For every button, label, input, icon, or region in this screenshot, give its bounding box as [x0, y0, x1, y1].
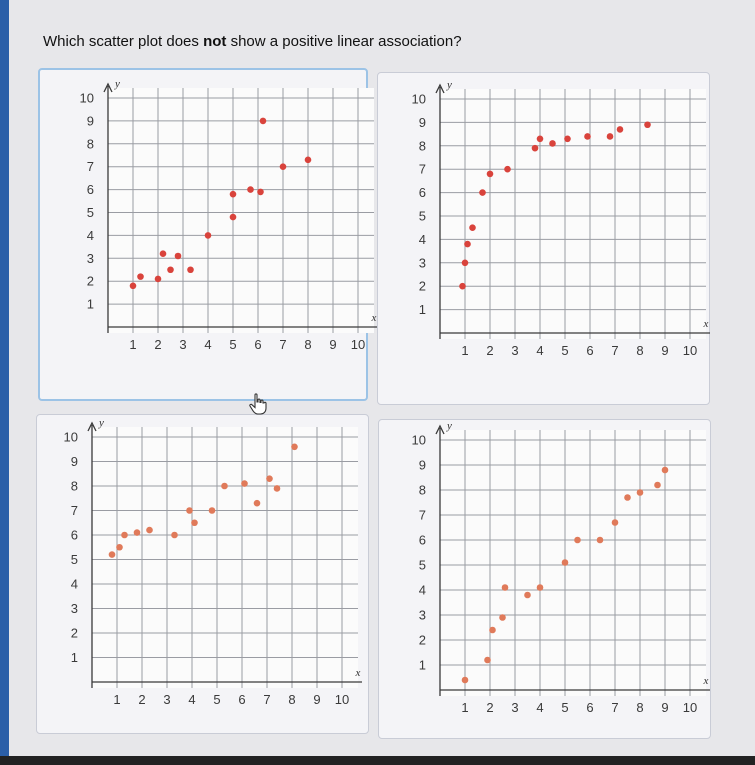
y-tick-label: 2 — [418, 632, 426, 648]
scatter-plot-3 — [37, 415, 370, 735]
data-point — [257, 189, 264, 196]
y-tick-label: 8 — [86, 136, 94, 152]
y-axis-label: y — [447, 79, 452, 91]
x-tick-label: 5 — [229, 337, 237, 352]
data-point — [644, 121, 651, 128]
x-tick-label: 2 — [486, 343, 494, 358]
x-tick-label: 5 — [561, 700, 569, 715]
data-point — [637, 489, 644, 496]
data-point — [654, 482, 661, 489]
data-point — [116, 544, 123, 551]
x-tick-label: 8 — [636, 343, 644, 358]
x-tick-label: 8 — [304, 337, 312, 352]
data-point — [230, 191, 237, 198]
data-point — [205, 232, 212, 239]
y-tick-label: 2 — [70, 625, 78, 641]
y-axis-label: y — [447, 420, 452, 432]
screen-bottom-bar — [0, 756, 755, 765]
data-point — [230, 214, 237, 221]
y-tick-label: 9 — [70, 454, 78, 469]
data-point — [462, 677, 469, 684]
x-tick-label: 6 — [586, 343, 594, 358]
data-point — [274, 485, 281, 492]
x-tick-label: 7 — [611, 700, 619, 715]
data-point — [134, 529, 141, 536]
x-tick-label: 1 — [129, 337, 137, 352]
data-point — [155, 276, 162, 283]
x-tick-label: 4 — [536, 700, 544, 715]
y-tick-label: 3 — [418, 607, 426, 623]
x-tick-label: 10 — [334, 692, 350, 707]
y-tick-label: 5 — [418, 557, 426, 573]
scatter-plot-1 — [40, 70, 377, 403]
data-point — [171, 532, 178, 539]
y-tick-label: 10 — [79, 90, 94, 106]
data-point — [254, 500, 261, 507]
data-point — [489, 627, 496, 634]
data-point — [160, 250, 167, 257]
y-tick-label: 7 — [86, 159, 94, 175]
y-tick-label: 5 — [86, 205, 94, 220]
y-tick-label: 6 — [418, 532, 426, 548]
x-tick-label: 2 — [138, 692, 146, 707]
y-tick-label: 8 — [418, 482, 426, 498]
y-axis-label: y — [99, 417, 104, 429]
data-point — [109, 551, 116, 558]
x-tick-label: 1 — [461, 700, 469, 715]
y-tick-label: 6 — [70, 527, 78, 543]
data-point — [607, 133, 614, 140]
data-point — [562, 559, 569, 566]
data-point — [624, 494, 631, 501]
y-tick-label: 4 — [86, 227, 94, 243]
y-tick-label: 6 — [418, 185, 426, 201]
answer-choice-4[interactable] — [378, 419, 711, 739]
y-tick-label: 10 — [411, 432, 426, 448]
y-tick-label: 7 — [70, 503, 78, 518]
data-point — [499, 614, 506, 621]
data-point — [524, 592, 531, 599]
data-point — [167, 266, 174, 273]
x-tick-label: 7 — [279, 337, 287, 352]
y-axis-label: y — [115, 78, 120, 90]
y-tick-label: 7 — [418, 507, 426, 523]
data-point — [502, 584, 509, 591]
y-tick-label: 9 — [418, 457, 426, 473]
y-tick-label: 4 — [70, 576, 78, 592]
x-axis-label: x — [703, 675, 709, 687]
scatter-plot-4 — [379, 420, 712, 740]
x-tick-label: 3 — [163, 692, 171, 707]
data-point — [459, 283, 466, 290]
answer-choice-2[interactable] — [377, 72, 710, 405]
data-point — [537, 135, 544, 142]
y-tick-label: 2 — [418, 278, 426, 294]
data-point — [186, 507, 193, 514]
data-point — [564, 135, 571, 142]
plot-area — [92, 427, 358, 688]
x-tick-label: 6 — [254, 337, 262, 352]
window-edge — [0, 0, 9, 765]
y-tick-label: 8 — [70, 478, 78, 494]
data-point — [504, 166, 511, 173]
x-tick-label: 1 — [461, 343, 469, 358]
y-tick-label: 2 — [86, 273, 94, 289]
data-point — [469, 224, 476, 231]
x-tick-label: 2 — [486, 700, 494, 715]
data-point — [479, 189, 486, 196]
y-tick-label: 10 — [411, 91, 426, 107]
data-point — [209, 507, 216, 514]
x-tick-label: 9 — [313, 692, 321, 707]
scatter-plot-2 — [378, 73, 711, 406]
x-tick-label: 7 — [263, 692, 271, 707]
x-tick-label: 9 — [661, 700, 669, 715]
x-tick-label: 4 — [204, 337, 212, 352]
question-text — [43, 33, 462, 50]
x-tick-label: 4 — [188, 692, 196, 707]
y-tick-label: 1 — [86, 296, 94, 312]
data-point — [221, 483, 228, 490]
data-point — [549, 140, 556, 147]
data-point — [487, 171, 494, 178]
data-point — [280, 163, 287, 170]
y-tick-label: 4 — [418, 582, 426, 598]
data-point — [574, 537, 581, 544]
y-tick-label: 1 — [418, 657, 426, 673]
y-tick-label: 10 — [63, 429, 78, 445]
y-tick-label: 8 — [418, 138, 426, 154]
y-tick-label: 7 — [418, 161, 426, 177]
y-tick-label: 3 — [86, 250, 94, 266]
y-tick-label: 1 — [418, 302, 426, 318]
x-tick-label: 7 — [611, 343, 619, 358]
data-point — [464, 241, 471, 248]
x-tick-label: 6 — [586, 700, 594, 715]
data-point — [175, 253, 182, 260]
data-point — [247, 186, 254, 193]
data-point — [266, 475, 273, 482]
y-tick-label: 9 — [86, 113, 94, 129]
x-tick-label: 10 — [682, 700, 698, 715]
data-point — [130, 282, 137, 289]
data-point — [121, 532, 128, 539]
plot-area — [440, 89, 706, 339]
x-tick-label: 3 — [511, 343, 519, 358]
data-point — [662, 467, 669, 474]
x-axis-label: x — [703, 318, 709, 330]
question-suffix: show a positive linear association? — [226, 33, 462, 50]
data-point — [532, 145, 539, 152]
plot-area — [108, 88, 374, 333]
data-point — [191, 519, 198, 526]
data-point — [187, 266, 194, 273]
data-point — [305, 157, 312, 164]
x-tick-label: 8 — [636, 700, 644, 715]
question-emphasis: not — [203, 33, 227, 50]
x-tick-label: 3 — [179, 337, 187, 352]
x-tick-label: 5 — [561, 343, 569, 358]
x-tick-label: 1 — [113, 692, 121, 707]
y-tick-label: 6 — [86, 182, 94, 198]
x-tick-label: 10 — [350, 337, 366, 352]
data-point — [537, 584, 544, 591]
y-tick-label: 3 — [70, 601, 78, 616]
data-point — [291, 444, 298, 451]
x-tick-label: 6 — [238, 692, 246, 707]
hand-cursor-icon — [248, 393, 268, 415]
x-axis-label: x — [371, 312, 377, 324]
x-tick-label: 2 — [154, 337, 162, 352]
x-tick-label: 9 — [661, 343, 669, 358]
x-tick-label: 3 — [511, 700, 519, 715]
y-tick-label: 1 — [70, 650, 78, 665]
data-point — [584, 133, 591, 140]
answer-choice-1[interactable] — [38, 68, 377, 401]
data-point — [241, 480, 248, 487]
x-tick-label: 8 — [288, 692, 296, 707]
data-point — [137, 273, 144, 280]
y-tick-label: 9 — [418, 114, 426, 130]
y-tick-label: 5 — [70, 552, 78, 567]
data-point — [617, 126, 624, 133]
x-tick-label: 5 — [213, 692, 221, 707]
question-prefix: Which scatter plot does — [43, 33, 204, 50]
data-point — [597, 537, 604, 544]
y-tick-label: 3 — [418, 255, 426, 271]
data-point — [260, 118, 267, 125]
y-tick-label: 4 — [418, 231, 426, 247]
answer-choice-3[interactable] — [36, 414, 369, 734]
x-axis-label: x — [355, 667, 361, 679]
data-point — [146, 527, 153, 534]
x-tick-label: 4 — [536, 343, 544, 358]
data-point — [462, 260, 469, 267]
x-tick-label: 9 — [329, 337, 337, 352]
data-point — [612, 519, 619, 526]
x-tick-label: 10 — [682, 343, 698, 358]
y-tick-label: 5 — [418, 208, 426, 224]
data-point — [484, 657, 491, 664]
